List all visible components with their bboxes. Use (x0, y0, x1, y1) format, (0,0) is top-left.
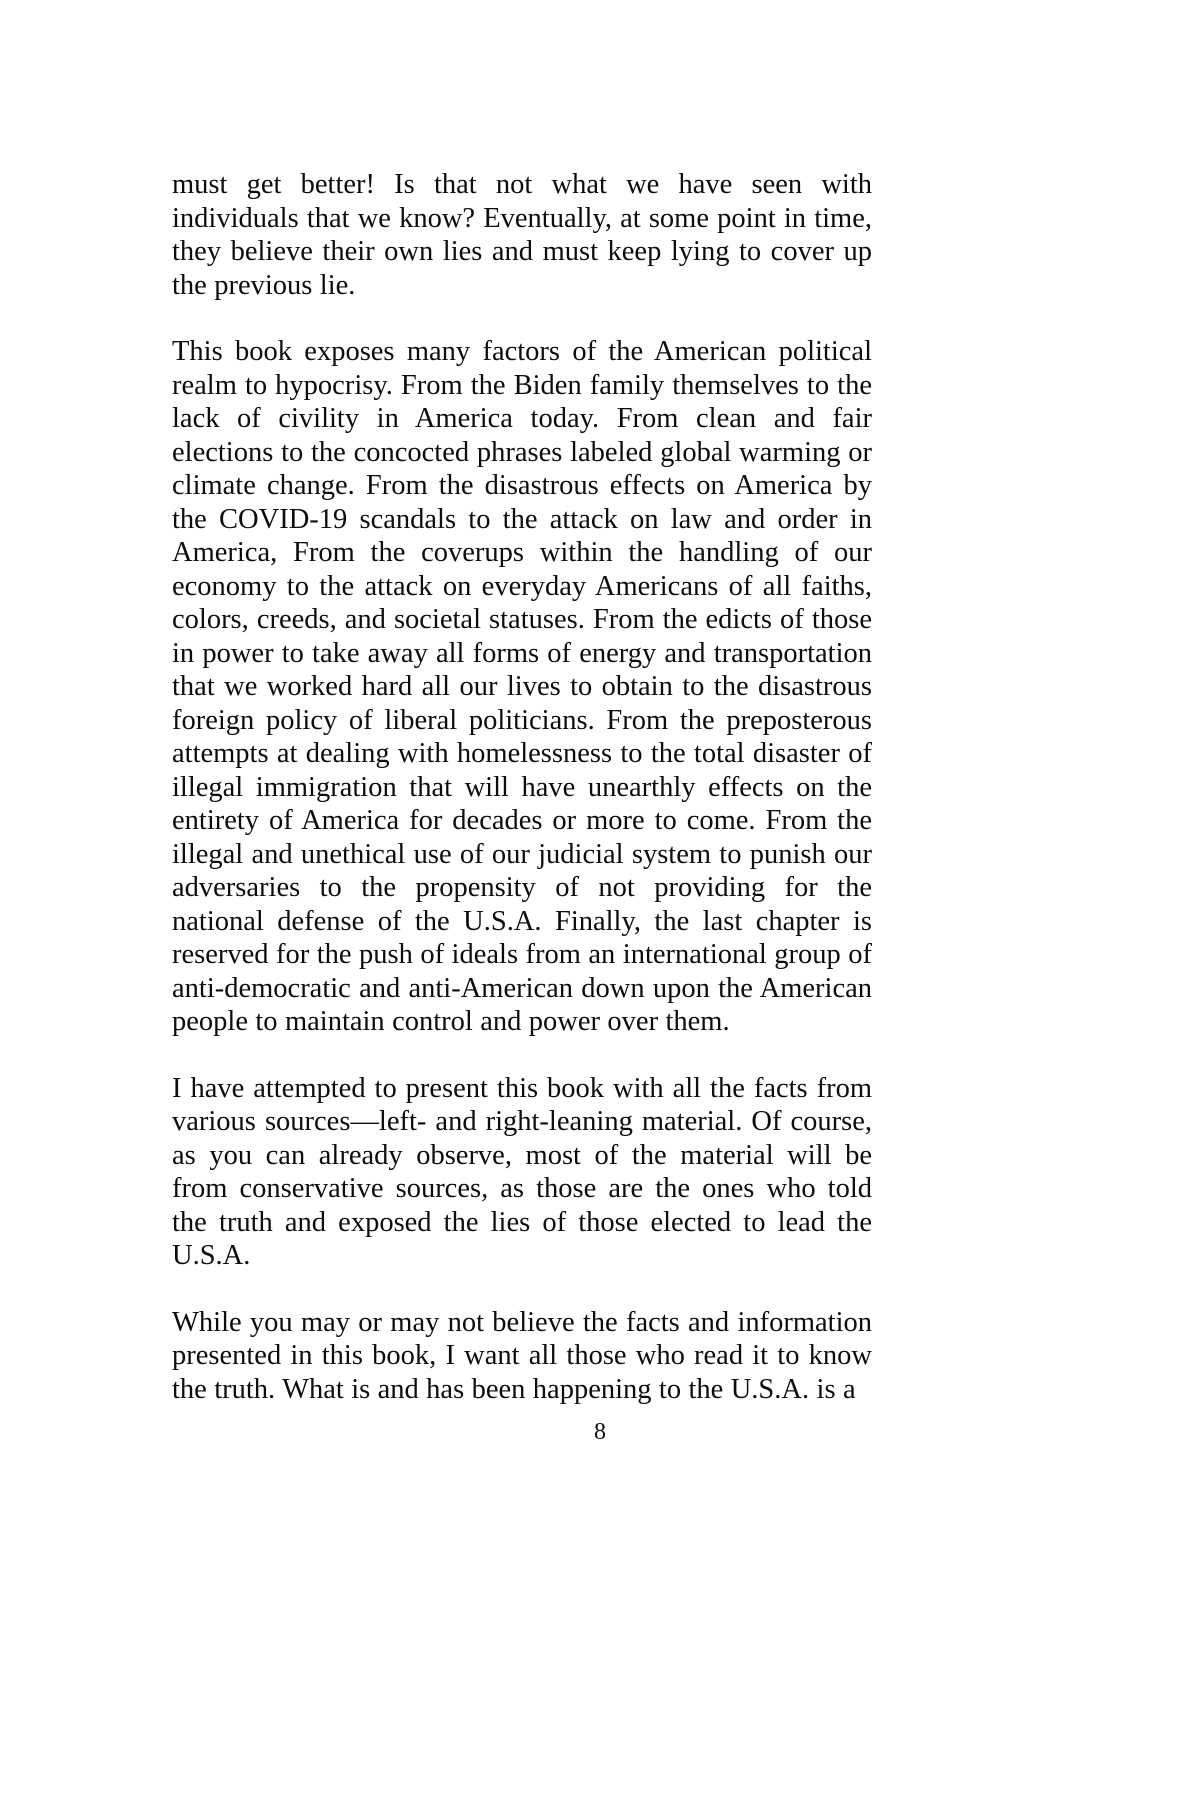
paragraph-1: must get better! Is that not what we have seen with individuals that we know? Eventually, at some point in time, they believe their own lies and must keep lying to cover up the previous lie. (172, 169, 872, 301)
page-number: 8 (594, 1419, 606, 1445)
body-text-column (172, 168, 872, 1406)
paragraph-4: While you may or may not believe the facts and information presented in this book, I want all those who read it to know the truth. What is and has been happening to the U.S.A. is a (172, 1306, 872, 1405)
paragraph-3: I have attempted to present this book with all the facts from various sources—left- and right-leaning material. Of course, as you can already observe, most of the material will be from conservative sources, as those are the ones who told the truth and exposed the lies of those elected to lead the U.S.A. (172, 1072, 872, 1271)
paragraph-2: This book exposes many factors of the American political realm to hypocrisy. From the Biden family themselves to the lack of civility in America today. From clean and fair elections to the concocted phrases labeled global warming or climate change. From the disastrous effects on America by the COVID-19 scandals to the attack on law and order in America, From the coverups within the handling of our economy to the attack on everyday Americans of all faiths, colors, creeds, and societal statuses. From the edicts of those in power to take away all forms of energy and transportation that we worked hard all our lives to obtain to the disastrous foreign policy of liberal politicians. From the preposterous attempts at dealing with homelessness to the total disaster of illegal immigration that will have unearthly effects on the entirety of America for decades or more to come. From the illegal and unethical use of our judicial system to punish our adversaries to the propensity of not providing for the national defense of the U.S.A. Finally, the last chapter is reserved for the push of ideals from an international group of anti-democratic and anti-American down upon the American people to maintain control and power over them. (172, 336, 872, 1037)
